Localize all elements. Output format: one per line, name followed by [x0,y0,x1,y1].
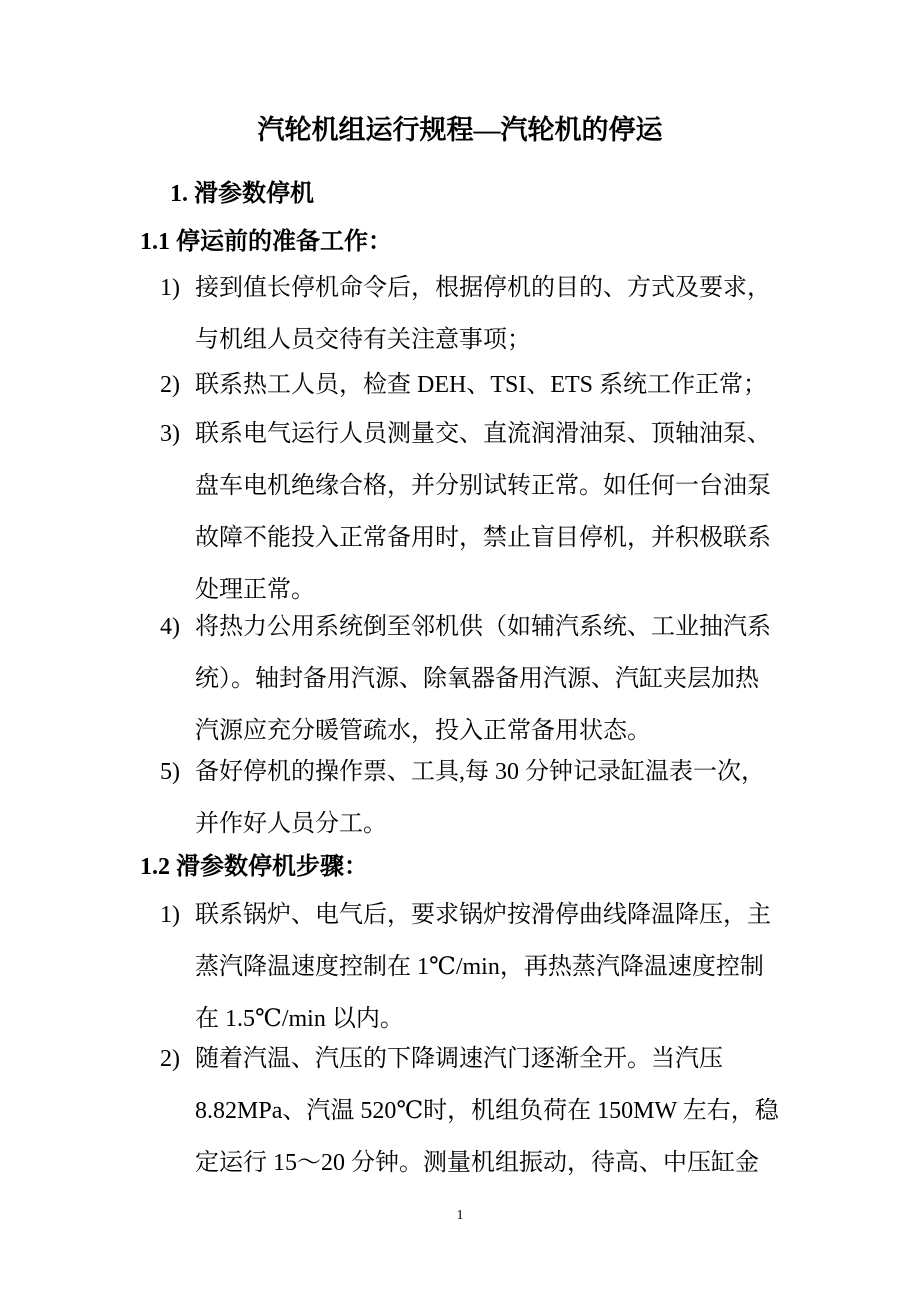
section-heading-1: 1. 滑参数停机 [170,181,314,207]
item-line: 联系电气运行人员测量交、直流润滑油泵、顶轴油泵、 [195,421,771,447]
item-line: 统）。轴封备用汽源、除氧器备用汽源、汽缸夹层加热 [195,666,759,692]
item-number: 5) [160,759,180,785]
section-heading-1-1: 1.1 停运前的准备工作： [140,229,392,255]
document-title: 汽轮机组运行规程—汽轮机的停运 [257,115,663,145]
item-line: 接到值长停机命令后，根据停机的目的、方式及要求， [195,275,771,301]
item-line: 在 1.5℃/min 以内。 [195,1006,404,1032]
item-line: 汽源应充分暖管疏水，投入正常备用状态。 [195,718,651,744]
list-item-1-1-2 [160,359,800,411]
item-line: 并作好人员分工。 [195,811,387,837]
list-item-1-2-2 [160,1033,800,1189]
list-item-1-1-1 [160,262,800,366]
item-line: 处理正常。 [195,577,315,603]
item-line: 定运行 15～20 分钟。测量机组振动，待高、中压缸金 [195,1150,759,1176]
item-number: 2) [160,372,180,398]
list-item-1-2-1 [160,889,800,1045]
item-line: 将热力公用系统倒至邻机供（如辅汽系统、工业抽汽系 [195,614,771,640]
item-line: 备好停机的操作票、工具,每 30 分钟记录缸温表一次， [195,759,765,785]
list-item-1-1-3 [160,408,800,616]
item-line: 8.82MPa、汽温 520℃时，机组负荷在 150MW 左右，稳 [195,1098,779,1124]
item-line: 与机组人员交待有关注意事项； [195,327,531,353]
item-line: 蒸汽降温速度控制在 1℃/min，再热蒸汽降温速度控制 [195,954,764,980]
item-line: 盘车电机绝缘合格，并分别试转正常。如任何一台油泵 [195,473,771,499]
item-line: 联系锅炉、电气后，要求锅炉按滑停曲线降温降压，主 [195,902,771,928]
page-number: 1 [456,1208,464,1223]
item-number: 4) [160,614,180,640]
item-line: 故障不能投入正常备用时，禁止盲目停机，并积极联系 [195,525,771,551]
section-heading-1-2: 1.2 滑参数停机步骤： [140,854,368,880]
item-number: 3) [160,421,180,447]
list-item-1-1-5 [160,746,800,850]
item-line: 联系热工人员，检查 DEH、TSI、ETS 系统工作正常； [195,372,767,398]
item-number: 1) [160,902,180,928]
item-number: 1) [160,275,180,301]
item-number: 2) [160,1046,180,1072]
item-line: 随着汽温、汽压的下降调速汽门逐渐全开。当汽压 [195,1046,723,1072]
list-item-1-1-4 [160,601,800,757]
